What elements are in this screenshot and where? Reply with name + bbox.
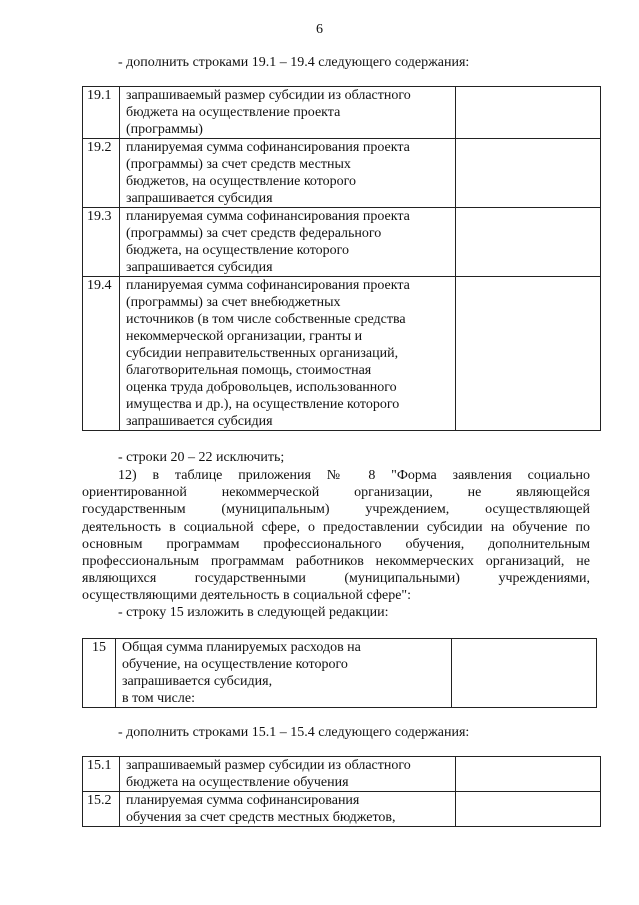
row-description: планируемая сумма софинансирования проекта (программы) за счет средств местных бюджетов, на осуществление которого запрашивается субсидия [120, 139, 456, 208]
paragraph-line: 12) в таблице приложения № 8 "Форма заявления социально [118, 468, 590, 483]
row-description: запрашиваемый размер субсидии из областного бюджета на осуществление обучения [120, 757, 456, 792]
row-description: планируемая сумма софинансирования проекта (программы) за счет средств федерального бюджета, на осуществление которого запрашивается субсидия [120, 208, 456, 277]
row-number: 19.3 [83, 208, 120, 277]
row-value-cell [456, 757, 601, 792]
row-value-cell [452, 639, 597, 708]
row-value-cell [456, 277, 601, 431]
paragraph-line: являющихся государственными (муниципальными) учреждениями, [82, 571, 590, 587]
table-row [83, 757, 601, 792]
page-number: 6 [316, 22, 323, 37]
row-value-cell [456, 87, 601, 139]
row-number: 15.2 [83, 792, 120, 827]
intro-text-rows-19: - дополнить строками 19.1 – 19.4 следующего содержания: [118, 55, 470, 70]
row-description: планируемая сумма софинансирования проекта (программы) за счет внебюджетных источников (в том числе собственные средства некоммерческой организации, гранты и субсидии неправительственных организаций, благотворительная помощь, стоимостная оценка труда добровольцев, использованного имущества и др.), на осуществление которого запрашивается субсидия [120, 277, 456, 431]
paragraph-line: основным программам профессионального обучения, дополнительным [82, 536, 590, 552]
paragraph-line: профессиональным программам работников некоммерческих организаций, не [82, 553, 590, 569]
row-number: 15 [83, 639, 116, 708]
table-row-15 [82, 638, 597, 708]
paragraph-line: государственным (муниципальным) учреждением, осуществляющей [82, 502, 590, 518]
table-row [83, 792, 601, 827]
row-number: 19.4 [83, 277, 120, 431]
table-row [83, 277, 601, 431]
table-rows-15 [82, 756, 601, 827]
paragraph-line: осуществляющими деятельность в социальной сфере": [82, 588, 412, 604]
row-number: 19.1 [83, 87, 120, 139]
table-row [83, 139, 601, 208]
row-value-cell [456, 139, 601, 208]
row-description: планируемая сумма софинансирования обучения за счет средств местных бюджетов, [120, 792, 456, 827]
table-row [83, 639, 597, 708]
row-description: Общая сумма планируемых расходов на обучение, на осуществление которого запрашивается субсидия, в том числе: [116, 639, 452, 708]
amendment-paragraph-12 [82, 467, 590, 605]
row-description: запрашиваемый размер субсидии из областного бюджета на осуществление проекта (программы) [120, 87, 456, 139]
row-number: 15.1 [83, 757, 120, 792]
table-rows-19 [82, 86, 601, 431]
exclude-rows-text: - строки 20 – 22 исключить; [118, 450, 285, 465]
paragraph-line: ориентированной некоммерческой организации, не являющейся [82, 485, 590, 501]
row-value-cell [456, 208, 601, 277]
row-value-cell [456, 792, 601, 827]
table-row [83, 87, 601, 139]
intro-text-rows-15: - дополнить строками 15.1 – 15.4 следующего содержания: [118, 725, 470, 740]
replace-row-15-text: - строку 15 изложить в следующей редакции: [118, 605, 389, 620]
paragraph-line: деятельность в социальной сфере, о предоставлении субсидии на обучение по [82, 519, 590, 535]
row-number: 19.2 [83, 139, 120, 208]
table-row [83, 208, 601, 277]
